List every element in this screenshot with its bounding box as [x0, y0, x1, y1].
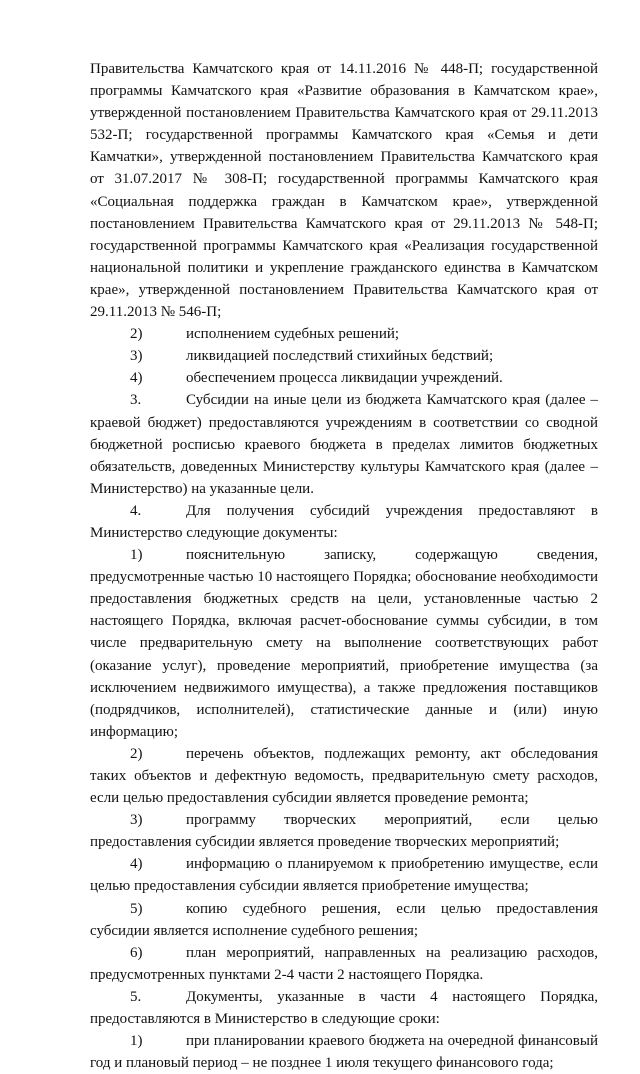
item-text: копию судебного решения, если целью предоставления субсидии является исполнение судебного решения;	[90, 900, 598, 939]
item-text: план мероприятий, направленных на реализацию расходов, предусмотренных пунктами 2-4 части 2 настоящего Порядка.	[90, 944, 598, 983]
clause-number: 3.	[130, 392, 142, 409]
item-number: 6)	[130, 944, 143, 961]
document-page	[90, 58, 598, 1074]
list-item	[90, 544, 598, 743]
clause-text: Документы, указанные в части 4 настоящего Порядка, предоставляются в Министерство в следующие сроки:	[90, 988, 598, 1028]
item-text: ликвидацией последствий стихийных бедствий;	[186, 348, 494, 365]
item-number: 4)	[130, 370, 143, 387]
item-number: 3)	[130, 348, 143, 365]
item-text: информацию о планируемом к приобретению имуществе, если целью предоставления субсидии является приобретение имущества;	[90, 856, 598, 895]
item-number: 5)	[130, 900, 143, 917]
item-number: 1)	[130, 547, 143, 564]
clause-text: Для получения субсидий учреждения предоставляют в Министерство следующие документы:	[90, 502, 598, 541]
intro-paragraph: Правительства Камчатского края от 14.11.2016 № 448-П; государственной программы Камчатского края «Развитие образования в Камчатском крае», утвержденной постановлением Правительства Камчатского края от 29.11.2013 532-П; государственной программы Камчатского края «Семья и дети Камчатки», утвержденной постановлением Правительства Камчатского края от 31.07.2017 № 308-П; государственной программы Камчатского края «Социальная поддержка граждан в Камчатском крае», утвержденной постановлением Правительства Камчатского края от 29.11.2013 № 548-П; государственной программы Камчатского края «Реализация государственной национальной политики и укрепление гражданского единства в Камчатском крае», утвержденной постановлением Правительства Камчатского края от 29.11.2013 № 546-П;	[90, 61, 598, 321]
list-item	[90, 853, 598, 897]
clause-3	[90, 389, 598, 499]
clause-number: 4.	[130, 502, 142, 519]
item-number: 2)	[130, 326, 143, 343]
item-text: программу творческих мероприятий, если целью предоставления субсидии является проведение творческих мероприятий;	[90, 812, 598, 851]
item-text: пояснительную записку, содержащую сведения, предусмотренные частью 10 настоящего Порядка; обоснование необходимости предоставления бюджетных средств на цели, установленные частью 2 настоящего Порядка, включая расчет-обоснование суммы субсидии, в том числе предварительную смету на выполнение соответствующих работ (оказание услуг), проведение мероприятий, приобретение имущества (за исключением недвижимого имущества), а также предложения поставщиков (подрядчиков, исполнителей), статистические данные и (или) иную информацию;	[90, 547, 598, 740]
list-item	[90, 898, 598, 942]
clause-text: Субсидии на иные цели из бюджета Камчатского края (далее – краевой бюджет) предоставляются учреждениям в соответствии со сводной бюджетной росписью краевого бюджета в пределах лимитов бюджетных обязательств, доведенных Министерству культуры Камчатского края (далее – Министерство) на указанные цели.	[90, 392, 598, 497]
list-c	[90, 1030, 598, 1074]
item-number: 2)	[130, 745, 143, 762]
item-text: исполнением судебных решений;	[186, 326, 400, 343]
item-text: при планировании краевого бюджета на очередной финансовый год и плановый период – не позднее 1 июля текущего финансового года;	[90, 1033, 598, 1072]
item-number: 4)	[130, 856, 143, 873]
clause-4	[90, 500, 598, 544]
list-item	[90, 367, 598, 389]
clause-number: 5.	[130, 988, 142, 1005]
list-b	[90, 544, 598, 986]
list-item	[90, 1030, 598, 1074]
list-item	[90, 942, 598, 986]
list-item	[90, 323, 598, 345]
item-text: обеспечением процесса ликвидации учреждений.	[186, 370, 503, 387]
item-number: 3)	[130, 812, 143, 829]
list-item	[90, 345, 598, 367]
list-item	[90, 809, 598, 853]
item-number: 1)	[130, 1033, 143, 1050]
clause-5	[90, 986, 598, 1030]
list-item	[90, 743, 598, 809]
list-a	[90, 323, 598, 389]
item-text: перечень объектов, подлежащих ремонту, акт обследования таких объектов и дефектную ведомость, предварительную смету расходов, если целью предоставления субсидии является проведение ремонта;	[90, 745, 598, 807]
